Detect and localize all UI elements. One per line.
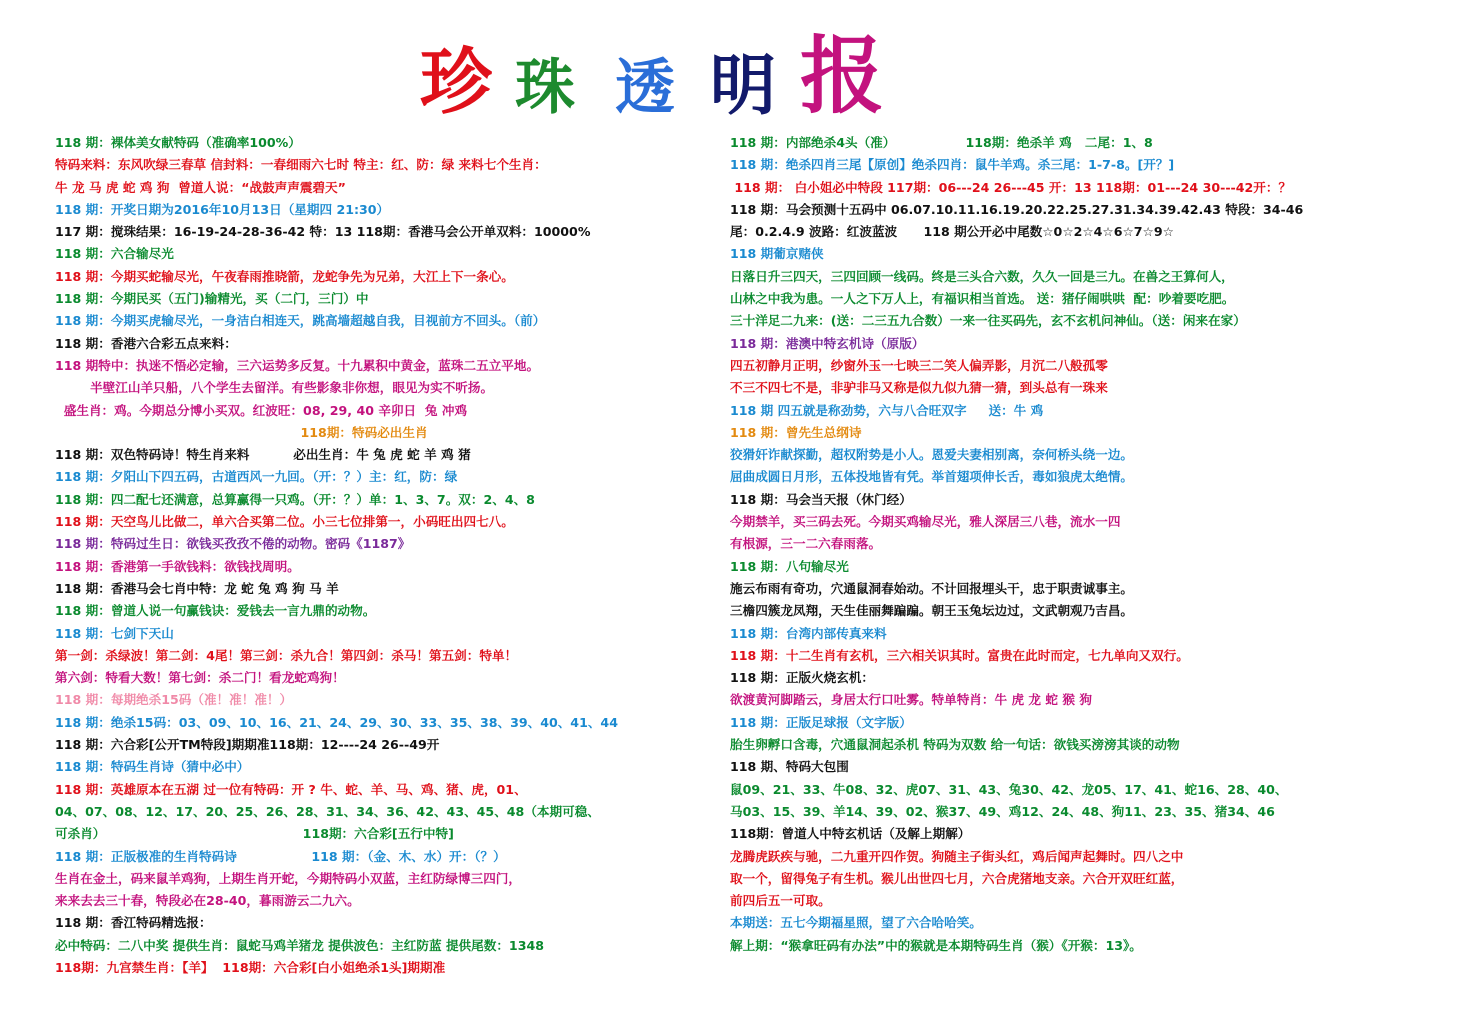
text-line: 118 期：六合输尽光 <box>55 246 174 262</box>
text-line: 欲渡黄河脚踏云，身居太行口吐雾。特单特肖：牛 虎 龙 蛇 猴 狗 <box>730 692 1092 708</box>
text-line: 取一个，留得兔子有生机。猴儿出世四七月，六合虎猪地支亲。六合开双旺红蓝， <box>730 870 1184 886</box>
text-line: 118 期特中：执迷不悟必定输，三六运势多反复。十九累积中黄金，蓝珠二五立平地。 <box>55 357 540 373</box>
left-column <box>55 132 705 979</box>
text-line: 118 期：四二配七还满意，总算赢得一只鸡。（开：？）单：1、3、7。双：2、4、8 <box>55 491 535 507</box>
text-line: 尾：0.2.4.9 波路：红波蓝波 118 期公开必中尾数☆0☆2☆4☆6☆7☆9☆ <box>730 224 1174 240</box>
right-column <box>730 132 1450 957</box>
text-line: 118 期：八句输尽光 <box>730 558 849 574</box>
text-line: 118 期：七剑下天山 <box>55 625 174 641</box>
title-char: 报 <box>800 26 885 125</box>
text-line: 鼠09、21、33、牛08、32、虎07、31、43、兔30、42、龙05、17、41、蛇16、28、40、 <box>730 781 1288 797</box>
text-line: 118 期：英雄原本在五湖 过一位有特码：开 ? 牛、蛇、羊、马、鸡、猪、虎，01、 <box>55 781 527 797</box>
text-line: 118 期：香港第一手欲钱料：欲钱找周明。 <box>55 558 300 574</box>
text-line: 118 期：曾先生总纲诗 <box>730 424 862 440</box>
text-line: 117 期：搅珠结果：16-19-24-28-36-42 特：13 118期：香港马会公开单双料：10000% <box>55 224 591 240</box>
text-line: 118 期：正版足球报（文字版） <box>730 714 912 730</box>
text-line: 118期：曾道人中特玄机话（及解上期解） <box>730 826 971 842</box>
text-line: 胎生卵孵口含毒，穴通鼠洞起杀机 特码为双数 给一句话：欲钱买滂滂其谈的动物 <box>730 737 1180 753</box>
text-line: 四五初静月正明，纱窗外玉一七映三二笑人偏弄影，月沉二八般孤零 <box>730 357 1108 373</box>
text-line: 118 期：特码过生日：欲钱买孜孜不倦的动物。密码《1187》 <box>55 536 411 552</box>
text-line: 来来去去三十春，特段必在28-40，暮雨游云二九六。 <box>55 893 360 909</box>
text-line: 118 期：今期买蛇输尽光，午夜春雨推晓箭，龙蛇争先为兄弟，大江上下一条心。 <box>55 268 514 284</box>
newspaper-title <box>420 26 900 125</box>
text-line: 第六剑：特看大数！第七剑：杀二门！看龙蛇鸡狗！ <box>55 670 345 686</box>
text-line: 施云布雨有奇功，穴通鼠洞春始动。不计回报埋头干，忠于职责诚事主。 <box>730 580 1133 596</box>
text-line: 118 期：每期绝杀15码（准！准！准！） <box>55 692 293 708</box>
text-line: 118 期：绝杀15码：03、09、10、16、21、24、29、30、33、35、38、39、40、41、44 <box>55 714 618 730</box>
text-line: 可杀肖） 118期：六合彩[五行中特] <box>55 826 454 842</box>
text-line: 今期禁羊，买三码去死。今期买鸡输尽光，雅人深居三八巷，流水一四 <box>730 514 1121 530</box>
text-line: 生肖在金土，码来鼠羊鸡狗，上期生肖开蛇，今期特码小双蓝，主红防绿博三四门， <box>55 870 521 886</box>
text-line: 118 期：六合彩[公开TM特段]期期准118期：12----24 26--49开 <box>55 737 440 753</box>
text-line: 118 期：内部绝杀4头（准） 118期：绝杀羊 鸡 二尾：1、8 <box>730 135 1153 150</box>
text-line: 118 期： 白小姐必中特段 117期：06---24 26---45 开：13 118期：01---24 30---42开：？ <box>730 179 1292 195</box>
text-line: 118 期：正版极准的生肖特码诗 118 期：（金、木、水）开：（？） <box>55 848 506 864</box>
text-line: 118 期：香港马会七肖中特：龙 蛇 兔 鸡 狗 马 羊 <box>55 580 339 596</box>
text-line: 屈曲成圆日月形，五体投地皆有凭。举首翅项伸长舌，毒如狼虎太绝情。 <box>730 469 1133 485</box>
text-line: 118 期：双色特码诗！特生肖来料 必出生肖：牛 兔 虎 蛇 羊 鸡 猪 <box>55 447 471 463</box>
text-line: 三檐四簇龙凤翔，天生佳丽舞蹁蹁。朝王玉兔坛边过，文武朝观乃吉昌。 <box>730 603 1133 619</box>
text-line: 118 期：台湾内部传真来料 <box>730 625 887 641</box>
text-line: 118期：九宫禁生肖：【羊】 118期：六合彩[白小姐绝杀1头]期期准 <box>55 959 446 975</box>
text-line: 半壁江山羊只船，八个学生去留洋。有些影象非你想，眼见为实不听扬。 <box>55 380 494 396</box>
title-char: 明 <box>710 46 776 124</box>
text-line: 118 期：正版火烧玄机： <box>730 670 875 686</box>
text-line: 118 期：夕阳山下四五码，古道西风一九回。（开：？）主：红，防：绿 <box>55 469 458 485</box>
text-line: 118 期：香港六合彩五点来料： <box>55 335 237 351</box>
text-line: 118 期：绝杀四肖三尾【原创】绝杀四肖：鼠牛羊鸡。杀三尾：1-7-8。[开？] <box>730 157 1175 173</box>
text-line: 118 期、特码大包围 <box>730 759 849 775</box>
text-line: 118 期：港澳中特玄机诗（原版） <box>730 335 925 351</box>
text-line: 118 期：十二生肖有玄机，三六相关识其时。富贵在此时而定，七九单向又双行。 <box>730 647 1189 663</box>
text-line: 118 期：香江特码精选报： <box>55 915 212 931</box>
text-line: 118 期：裸体美女献特码（准确率100%） <box>55 135 301 150</box>
text-line: 狡猾奸诈献探勤，超权附势是小人。恩爱夫妻相别离，奈何桥头绕一边。 <box>730 447 1133 463</box>
text-line: 必中特码：二八中奖 提供生肖：鼠蛇马鸡羊猪龙 提供波色：主红防蓝 提供尾数：1348 <box>55 937 544 953</box>
text-line: 有根源，三一二六春雨落。 <box>730 536 882 552</box>
text-line: 118 期：马会当天报（休门经） <box>730 491 912 507</box>
text-line: 本期送：五七今期福星照，望了六合哈哈笑。 <box>730 915 982 931</box>
text-line: 118期：特码必出生肖 <box>55 424 428 440</box>
text-line: 龙腾虎跃疾与驰，二九重开四作贺。狗随主子街头红，鸡后闻声起舞时。四八之中 <box>730 848 1184 864</box>
text-line: 山林之中我为患。一人之下万人上，有福识相当首选。 送：猪仔闹哄哄 配：吵着要吃肥。 <box>730 291 1235 307</box>
text-line: 118 期：马会预测十五码中 06.07.10.11.16.19.20.22.25.27.31.34.39.42.43 特段：34-46 <box>730 201 1304 217</box>
text-line: 盛生肖：鸡。今期总分博小买双。红波旺：08, 29, 40 辛卯日 兔 冲鸡 <box>55 402 468 418</box>
text-line: 牛 龙 马 虎 蛇 鸡 狗 曾道人说：“战鼓声声震碧天” <box>55 179 346 195</box>
text-line: 118 期葡京赌侠 <box>730 246 824 262</box>
text-line: 118 期：曾道人说一句赢钱诀：爱钱去一言九鼎的动物。 <box>55 603 376 619</box>
text-line: 04、07、08、12、17、20、25、26、28、31、34、36、42、43、45、48（本期可稳、 <box>55 803 600 819</box>
text-line: 118 期 四五就是称劲势，六与八合旺双字 送：牛 鸡 <box>730 402 1044 418</box>
text-line: 马03、15、39、羊14、39、02、猴37、49、鸡12、24、48、狗11、23、35、猪34、46 <box>730 803 1275 819</box>
title-char: 透 <box>615 53 675 123</box>
text-line: 第一剑：杀绿波！第二剑：4尾！第三剑：杀九合！第四剑：杀马！第五剑：特单！ <box>55 647 518 663</box>
text-line: 118 期：今期买虎输尽光，一身洁白相连天，跳高墙超越自我，目视前方不回头。（前） <box>55 313 546 329</box>
text-line: 118 期：天空鸟儿比做二，单六合买第二位。小三七位排第一，小码旺出四七八。 <box>55 514 514 530</box>
text-line: 日落日升三四天，三四回顾一线码。终是三头合六数，久久一回是三九。在兽之王算何人， <box>730 268 1234 284</box>
text-line: 特码来料：东风吹绿三春草 信封料：一春细雨六七时 特主：红、防：绿 来料七个生肖： <box>55 157 547 173</box>
text-line: 解上期：“猴拿旺码有办法”中的猴就是本期特码生肖（猴）《开猴：13》。 <box>730 937 1142 953</box>
text-line: 前四后五一可取。 <box>730 893 831 909</box>
text-line: 三十洋足二九来：(送：二三五九合数）一来一往买码先，玄不玄机问神仙。（送：闲来在家） <box>730 313 1246 329</box>
text-line: 118 期：今期民买（五门)输精光，买（二门，三门）中 <box>55 291 369 307</box>
title-char: 珍 <box>420 39 493 124</box>
text-line: 118 期：特码生肖诗（猜中必中） <box>55 759 250 775</box>
title-char: 珠 <box>515 53 575 123</box>
text-line: 不三不四七不是，非驴非马又称是似九似九猜一猜，到头总有一珠来 <box>730 380 1108 396</box>
text-line: 118 期：开奖日期为2016年10月13日（星期四 21:30） <box>55 201 390 217</box>
